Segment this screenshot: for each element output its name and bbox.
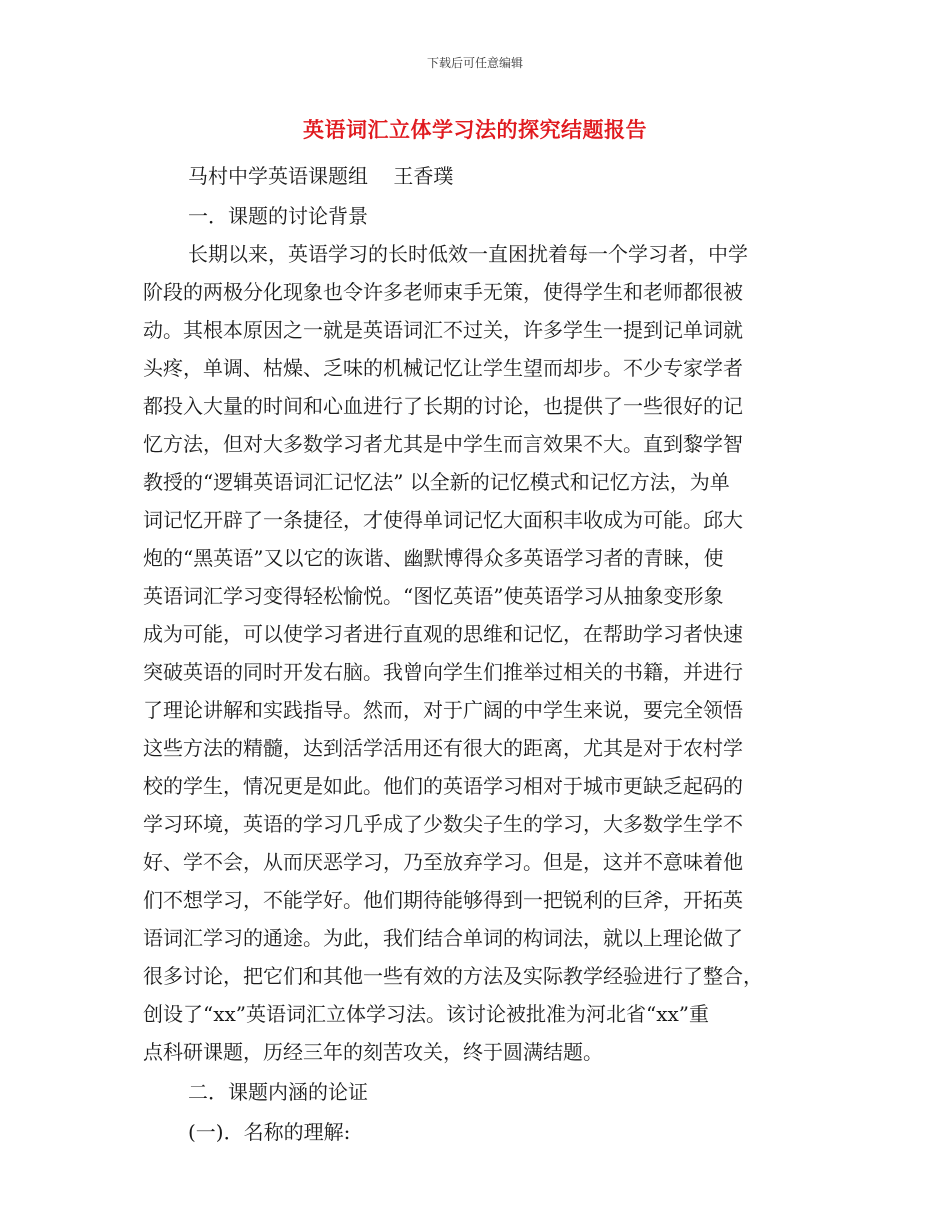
paragraph-line: 点科研课题，历经三年的刻苦攻关，终于圆满结题。	[143, 1040, 603, 1064]
paragraph-line: 突破英语的同时开发右脑。我曾向学生们推举过相关的书籍，并进行	[143, 660, 743, 684]
paragraph-line: 成为可能，可以使学习者进行直观的思维和记忆，在帮助学习者快速	[143, 622, 743, 646]
author-line: 马村中学英语课题组 王香璞	[188, 164, 454, 188]
paragraph-line: 这些方法的精髓，达到活学活用还有很大的距离，尤其是对于农村学	[143, 736, 743, 760]
paragraph-line: 校的学生，情况更是如此。他们的英语学习相对于城市更缺乏起码的	[143, 774, 743, 798]
paragraph-line: 头疼，单调、枯燥、乏味的机械记忆让学生望而却步。不少专家学者	[143, 356, 743, 380]
paragraph-line: 长期以来，英语学习的长时低效一直困扰着每一个学习者，中学	[188, 242, 748, 266]
paragraph-line: 了理论讲解和实践指导。然而，对于广阔的中学生来说，要完全领悟	[143, 698, 743, 722]
page-header: 下载后可任意编辑	[426, 56, 523, 70]
paragraph-line: 词记忆开辟了一条捷径，才使得单词记忆大面积丰收成为可能。邱大	[143, 508, 743, 532]
paragraph-line: 动。其根本原因之一就是英语词汇不过关，许多学生一提到记单词就	[143, 318, 743, 342]
paragraph-line: 很多讨论，把它们和其他一些有效的方法及实际教学经验进行了整合，	[143, 964, 763, 988]
document-title: 英语词汇立体学习法的探究结题报告	[303, 117, 647, 142]
paragraph-line: 语词汇学习的通途。为此，我们结合单词的构词法，就以上理论做了	[143, 926, 743, 950]
section-heading-1: 一．课题的讨论背景	[188, 204, 368, 228]
paragraph-line: 阶段的两极分化现象也令许多老师束手无策，使得学生和老师都很被	[143, 280, 743, 304]
paragraph-line: 都投入大量的时间和心血进行了长期的讨论，也提供了一些很好的记	[143, 394, 743, 418]
paragraph-line: 教授的“逻辑英语词汇记忆法” 以全新的记忆模式和记忆方法，为单	[143, 470, 730, 494]
paragraph-line: 忆方法，但对大多数学习者尤其是中学生而言效果不大。直到黎学智	[143, 432, 743, 456]
paragraph-line: 创设了“xx”英语词汇立体学习法。该讨论被批准为河北省“xx”重	[143, 1002, 710, 1026]
paragraph-line: 好、学不会，从而厌恶学习，乃至放弃学习。但是，这并不意味着他	[143, 850, 743, 874]
paragraph-line: 英语词汇学习变得轻松愉悦。“图忆英语”使英语学习从抽象变形象	[143, 584, 724, 608]
paragraph-line: 们不想学习，不能学好。他们期待能够得到一把锐利的巨斧，开拓英	[143, 888, 743, 912]
paragraph-line: 炮的“黑英语”又以它的诙谐、幽默博得众多英语学习者的青睐，使	[143, 546, 724, 570]
section-heading-2: 二．课题内涵的论证	[188, 1080, 368, 1104]
subsection-heading-1: (一)．名称的理解:	[188, 1120, 351, 1144]
paragraph-line: 学习环境，英语的学习几乎成了少数尖子生的学习，大多数学生学不	[143, 812, 743, 836]
